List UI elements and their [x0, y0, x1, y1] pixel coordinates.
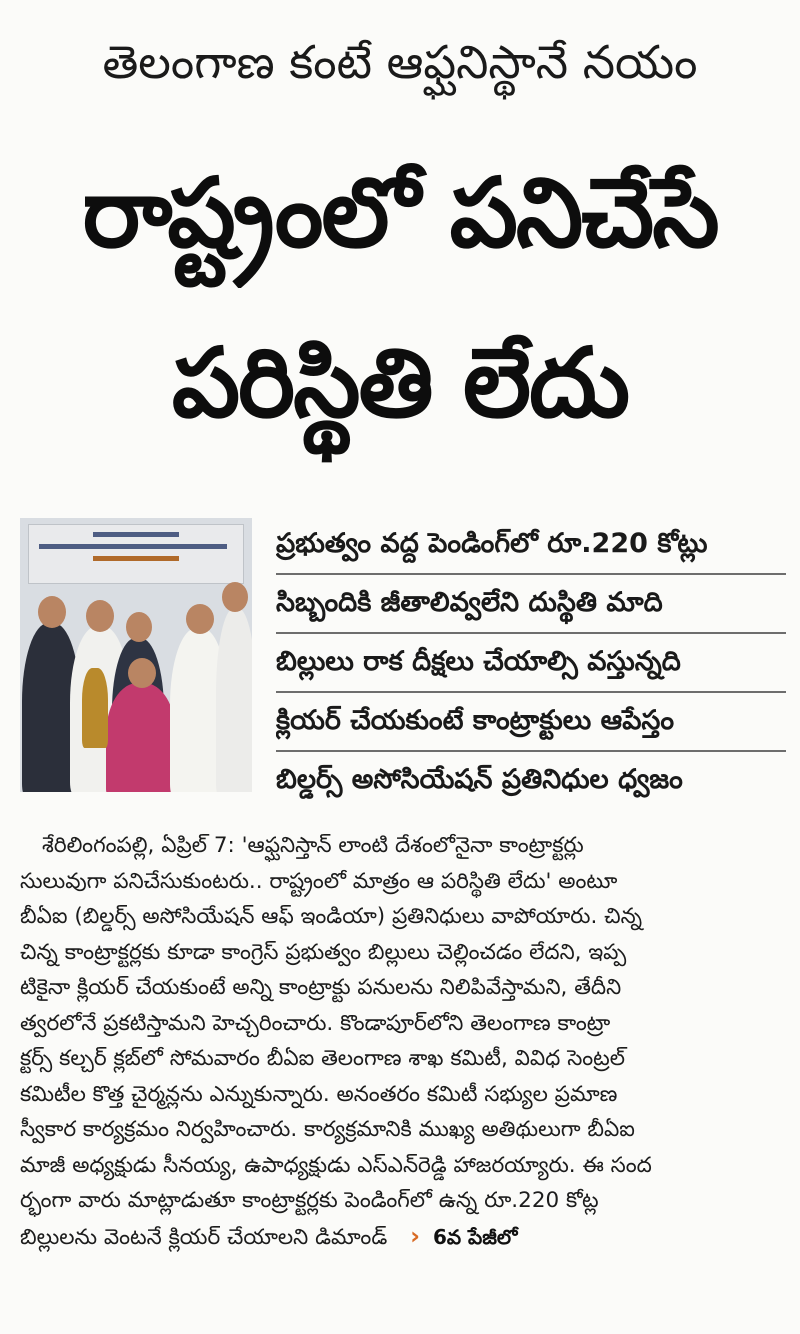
article-line: మాజీ అధ్యక్షుడు సీనయ్య, ఉపాధ్యక్షుడు ఎస్ఎన్‌రెడ్డి హాజరయ్యారు. ఈ సంద	[20, 1152, 652, 1178]
main-headline-line-1: రాష్ట్రంలో పనిచేసే	[82, 157, 718, 269]
banner-line-3	[93, 556, 179, 561]
person-4-head	[128, 658, 156, 688]
continued-label: 6వ పేజీలో	[432, 1224, 518, 1249]
article-line: కమిటీల కొత్త చైర్మన్లను ఎన్నుకున్నారు. అనంతరం కమిటీ సభ్యుల ప్రమాణ	[20, 1081, 618, 1107]
main-headline-line-2: పరిస్థితి లేదు	[171, 327, 629, 439]
person-3-head	[126, 612, 152, 642]
chevron-right-icon: ›	[410, 1221, 420, 1250]
article-line: సులువుగా పనిచేసుకుంటరు.. రాష్ట్రంలో మాత్రం ఆ పరిస్థితి లేదు' అంటూ	[20, 868, 618, 894]
banner-line-1	[93, 532, 179, 537]
person-4	[106, 683, 176, 792]
highlight-item: క్లియర్ చేయకుంటే కాంట్రాక్టులు ఆపేస్తం	[276, 693, 786, 752]
kicker-headline: తెలంగాణ కంటే ఆఫ్ఘనిస్థానే నయం	[102, 35, 698, 89]
article-body	[20, 828, 780, 1254]
person-6	[216, 608, 252, 792]
person-5-head	[186, 604, 214, 634]
news-photo	[20, 518, 252, 792]
article-line: శేరిలింగంపల్లి, ఏప్రిల్ 7: 'ఆఫ్ఘనిస్తాన్ లాంటి దేశంలోనైనా కాంట్రాక్టర్లు	[42, 833, 584, 858]
article-line: బీఏఐ (బిల్డర్స్ అసోసియేషన్ ఆఫ్ ఇండియా) ప్రతినిధులు వాపోయారు. చిన్న	[20, 904, 643, 929]
article-line: చిన్న కాంట్రాక్టర్లకు కూడా కాంగ్రెస్ ప్రభుత్వం బిల్లులు చెల్లించడం లేదని, ఇప్ప	[20, 939, 627, 965]
article-line: టికైనా క్లియర్ చేయకుంటే అన్ని కాంట్రాక్టు పనులను నిలిపివేస్తామని, తేదీని	[20, 975, 622, 1000]
person-2-head	[86, 600, 114, 632]
highlight-item: బిల్లులు రాక దీక్షలు చేయాల్సి వస్తున్నది	[276, 634, 786, 693]
article-line: స్వీకార కార్యక్రమం నిర్వహించారు. కార్యక్రమానికి ముఖ్య అతిథులుగా బీఏఐ	[20, 1117, 635, 1142]
banner-line-2	[39, 544, 227, 549]
article-line: త్వరలోనే ప్రకటిస్తామని హెచ్చరించారు. కొండాపూర్‌లోని తెలంగాణ కాంట్రా	[20, 1010, 611, 1036]
article-last-line	[20, 1219, 780, 1255]
highlights-list	[276, 516, 786, 809]
article-line: బిల్లులను వెంటనే క్లియర్ చేయాలని డిమాండ్	[20, 1224, 388, 1250]
person-1-head	[38, 596, 66, 628]
highlight-item: ప్రభుత్వం వద్ద పెండింగ్‌లో రూ.220 కోట్లు	[276, 516, 786, 575]
article-line: ర్భంగా వారు మాట్లాడుతూ కాంట్రాక్టర్లకు పెండింగ్‌లో ఉన్న రూ.220 కోట్ల	[20, 1188, 599, 1213]
event-banner	[28, 524, 244, 584]
article-line: క్టర్స్ కల్చర్ క్లబ్‌లో సోమవారం బీఏఐ తెలంగాణ శాఖ కమిటీ, వివిధ సెంట్రల్	[20, 1046, 626, 1071]
continued-on-page[interactable]	[410, 1221, 518, 1250]
person-6-head	[222, 582, 248, 612]
trophy	[82, 668, 108, 748]
highlight-item: సిబ్బందికి జీతాలివ్వలేని దుస్థితి మాది	[276, 575, 786, 634]
highlight-item: బిల్డర్స్ అసోసియేషన్ ప్రతినిధుల ధ్వజం	[276, 764, 683, 795]
